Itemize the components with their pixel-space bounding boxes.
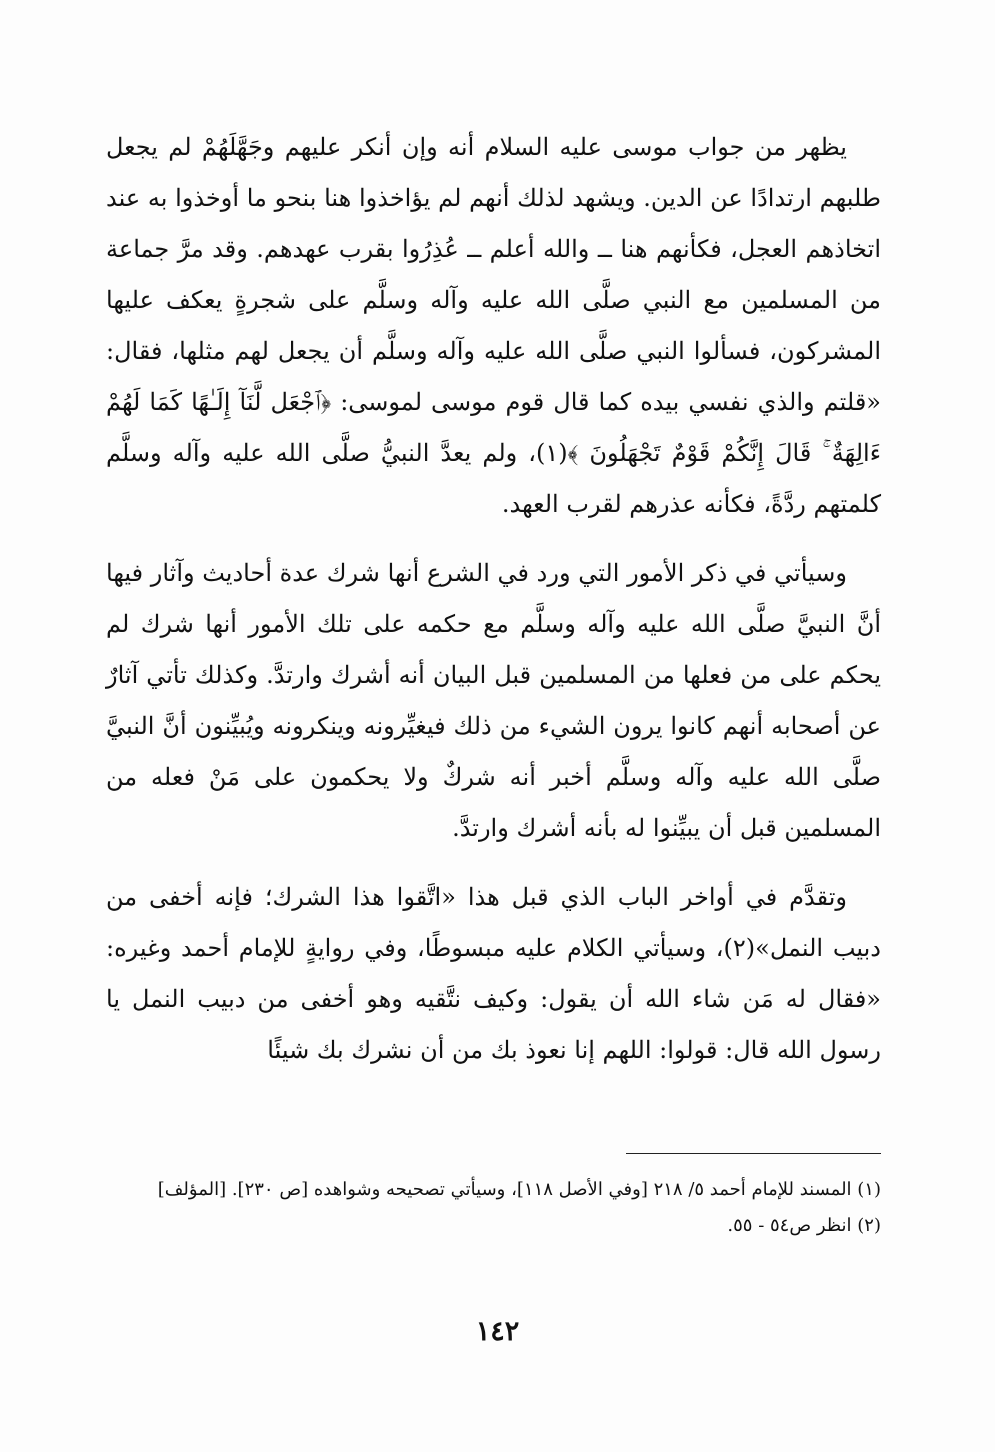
footnote-1: (١) المسند للإمام أحمد ٥/ ٢١٨ [وفي الأصل ١١٨]، وسيأتي تصحيحه وشواهده [ص ٢٣٠]. [المؤلف]: [157, 1179, 881, 1200]
footnotes: [106, 1172, 881, 1244]
paragraph-2: وسيأتي في ذكر الأمور التي ورد في الشرع أنها شرك عدة أحاديث وآثار فيها أنَّ النبيَّ صلَّى الله عليه وآله وسلَّم مع حكمه على تلك الأمور أنها شرك لم يحكم على من فعلها من المسلمين قبل البيان أنه أشرك وارتدَّ. وكذلك تأتي آثارٌ عن أصحابه أنهم كانوا يرون الشيء من ذلك فيغيِّرونه وينكرونه ويُبيِّنون أنَّ النبيَّ صلَّى الله عليه وآله وسلَّم أخبر أنه شركٌ ولا يحكمون على مَنْ فعله من المسلمين قبل أن يبيِّنوا له بأنه أشرك وارتدَّ.: [106, 559, 882, 842]
page-number: ١٤٢: [475, 1316, 520, 1347]
main-text: [106, 122, 881, 1076]
footnote-separator: [626, 1153, 881, 1154]
paragraph-3: وتقدَّم في أواخر الباب الذي قبل هذا «اتَّقوا هذا الشرك؛ فإنه أخفى من دبيب النمل»(٢)، وسيأتي الكلام عليه مبسوطًا، وفي روايةٍ للإمام أحمد وغيره: «فقال له مَن شاء الله أن يقول: وكيف نتَّقيه وهو أخفى من دبيب النمل يا رسول الله قال: قولوا: اللهم إنا نعوذ بك من أن نشرك بك شيئًا: [106, 883, 881, 1064]
paragraph-1: يظهر من جواب موسى عليه السلام أنه وإن أنكر عليهم وجَهَّلَهُمْ لم يجعل طلبهم ارتدادًا عن الدين. ويشهد لذلك أنهم لم يؤاخذوا هنا بنحو ما أوخذوا به عند اتخاذهم العجل، فكأنهم هنا ــ والله أعلم ــ عُذِرُوا بقرب عهدهم. وقد مرَّ جماعة من المسلمين مع النبي صلَّى الله عليه وآله وسلَّم على شجرةٍ يعكف عليها المشركون، فسألوا النبي صلَّى الله عليه وآله وسلَّم أن يجعل لهم مثلها، فقال: «قلتم والذي نفسي بيده كما قال قوم موسى لموسى: ﴿ٱجْعَل لَّنَآ إِلَـٰهًا كَمَا لَهُمْ ءَالِهَةٌ ۚ قَالَ إِنَّكُمْ قَوْمٌ تَجْهَلُونَ ﴾(١)، ولم يعدَّ النبيُّ صلَّى الله عليه وآله وسلَّم كلمتهم ردَّةً، فكأنه عذرهم لقرب العهد.: [106, 133, 881, 518]
footnote-2: (٢) انظر ص٥٤ - ٥٥.: [727, 1215, 881, 1236]
